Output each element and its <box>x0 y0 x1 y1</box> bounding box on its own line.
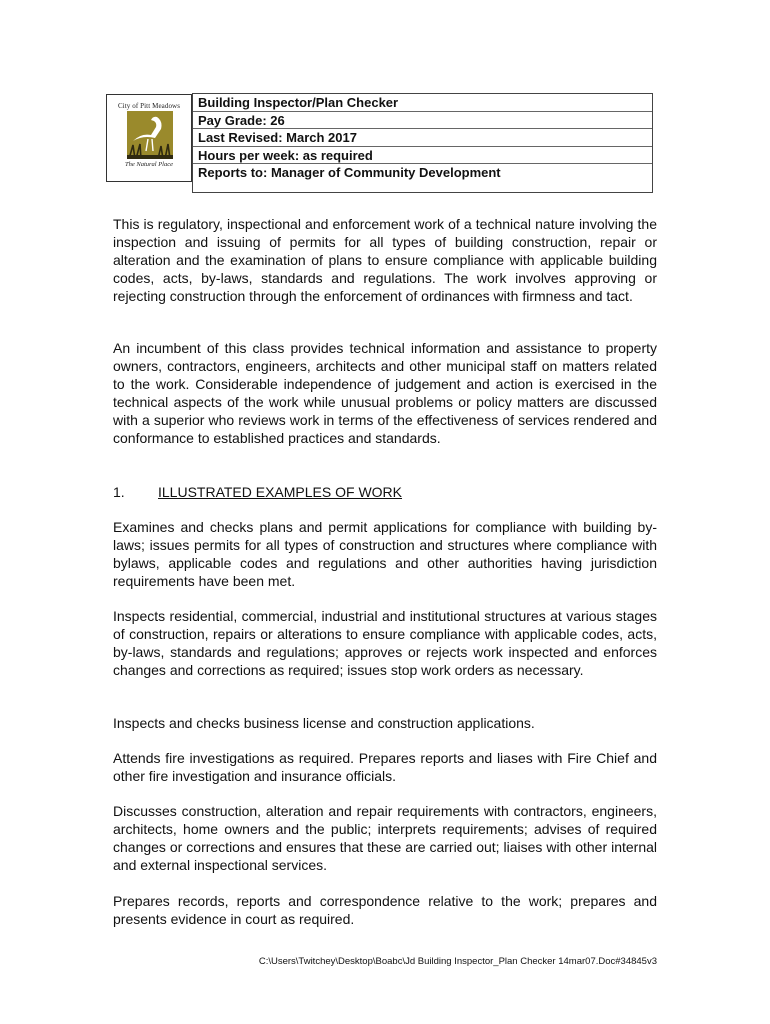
logo-tagline: The Natural Place <box>124 161 174 168</box>
section-heading <box>113 483 402 501</box>
example-paragraph: Prepares records, reports and correspondence relative to the work; prepares and presents evidence in court as required. <box>113 893 657 927</box>
reports-to: Reports to: Manager of Community Development <box>198 165 501 180</box>
pay-grade: Pay Grade: 26 <box>193 112 652 130</box>
document-path-footer: C:\Users\Twitchey\Desktop\Boabc\Jd Building Inspector_Plan Checker 14mar07.Doc#34845v3 <box>258 956 657 967</box>
example-paragraph: Inspects residential, commercial, industrial and institutional structures at various stages of construction, repairs or alterations to ensure compliance with applicable codes, acts, by-laws, standards and regulations; approves or rejects work inspected and enforces changes and corrections as required; issues stop work orders as necessary. <box>113 608 657 678</box>
job-info-table <box>192 93 653 193</box>
intro-paragraph-2: An incumbent of this class provides technical information and assistance to property owners, contractors, engineers, architects and other municipal staff on matters related to the work. Considerable independence of judgement and action is exercised in the technical aspects of the work while unusual problems or policy matters are discussed with a superior who reviews work in terms of the effectiveness of services rendered and conformance to established practices and standards. <box>113 340 657 446</box>
section-number: 1. <box>113 484 125 500</box>
city-logo <box>106 94 192 182</box>
hours-per-week: Hours per week: as required <box>193 147 652 165</box>
intro-paragraph-1: This is regulatory, inspectional and enforcement work of a technical nature involving the inspection and issuing of permits for all types of building construction, repair or alteration and the examination of plans to ensure compliance with applicable building codes, acts, by-laws, standards and regulations. The work involves approving or rejecting construction through the enforcement of ordinances with firmness and tact. <box>113 216 657 304</box>
logo-city-name: City of Pitt Meadows <box>117 102 181 110</box>
example-paragraph: Inspects and checks business license and construction applications. <box>113 715 535 731</box>
section-title: ILLUSTRATED EXAMPLES OF WORK <box>158 484 403 500</box>
example-paragraph: Examines and checks plans and permit applications for compliance with building by-laws; issues permits for all types of construction and structures where compliance with bylaws, applicable codes and regulations and other authorities having jurisdiction requirements have been met. <box>113 519 657 589</box>
example-paragraph: Attends fire investigations as required. Prepares reports and liases with Fire Chief and other fire investigation and insurance officials. <box>113 750 657 784</box>
last-revised: Last Revised: March 2017 <box>193 129 652 147</box>
example-paragraph: Discusses construction, alteration and repair requirements with contractors, engineers, architects, home owners and the public; interprets requirements; advises of required changes or corrections and ensures that these are carried out; liaises with other internal and external inspectional services. <box>113 803 657 873</box>
heron-emblem-icon <box>127 111 173 159</box>
job-title: Building Inspector/Plan Checker <box>193 94 652 112</box>
